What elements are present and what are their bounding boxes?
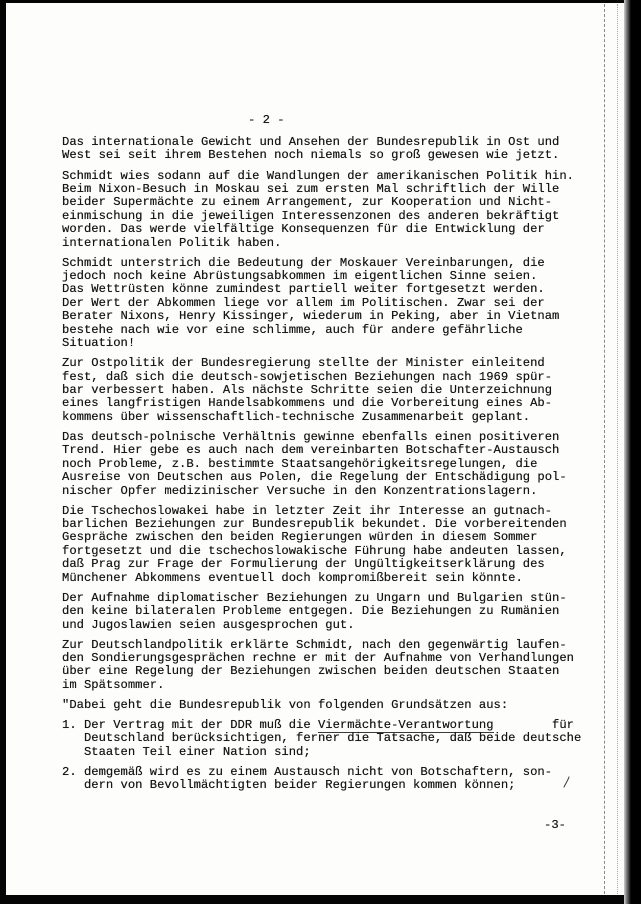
item-number: 2. bbox=[62, 764, 77, 779]
scan-border-bottom bbox=[0, 895, 641, 904]
hand-underlined-term: Viermächte-Verantwortung bbox=[317, 718, 494, 733]
paragraph-ostpolitik: Zur Ostpolitik der Bundesregierung stellte der Minister einleitend fest, daß sich die deutsch-sowjetischen Beziehungen nach 1969 spür- bar verbessert haben. Als nächste Schritte seien die Unterzeichnung eines langfristigen Handelsabkommens und die Vorbereitung eines Ab- kommens über wissenschaftlich-technische Zusammenarbeit geplant. bbox=[62, 356, 553, 424]
scan-border-left bbox=[0, 0, 6, 904]
paragraph-deutschlandpolitik: Zur Deutschlandpolitik erklärte Schmidt, nach den gegenwärtig laufen- den Sondierungsgesprächen rechne er mit der Aufnahme von Verhandlungen über eine Regelung der Beziehungen zwischen beiden deutschen Staaten im Spätsommer. bbox=[62, 637, 574, 692]
item-number: 1. bbox=[62, 718, 77, 733]
paragraph-czechoslovakia: Die Tschechoslowakei habe in letzter Zeit ihr Interesse an gutnach- barlichen Beziehungen zur Bundesrepublik bekundet. Die vorbereitenden Gespräche zwischen den beiden Regierungen würden in diesem Sommer fortgesetzt und die tschechoslowakische Führung habe andeuten lassen, daß Prag zur Frage der Formulierung der Ungültigkeitserklärung des Münchener Abkommens eventuell doch kompromißbereit sein könnte. bbox=[62, 503, 567, 585]
item-text: demgemäß wird es zu einem Austausch nicht von Botschaftern, son- dern von Bevollmächtigten beider Regierungen kommen können; bbox=[83, 764, 553, 793]
item-continuation: Deutschland berücksichtigen, ferner die Tatsache, daß beide deutsche Staaten Teil einer Nation sind; bbox=[83, 731, 582, 759]
principle-item-2 bbox=[62, 766, 594, 793]
paragraph-american-policy: Schmidt wies sodann auf die Wandlungen der amerikanischen Politik hin. Beim Nixon-Besuch in Moskau sei zum ersten Mal schriftlich der Wille beider Supermächte zu einem Arrangement, zur Kooperation und Nicht- einmischung in die jeweiligen Interessenzonen des anderen bekräftigt worden. Das werde vielfältige Konsequenzen für die Entwicklung der internationalen Politik haben. bbox=[62, 168, 574, 250]
scan-fold-line bbox=[604, 4, 605, 894]
paragraph-hungary-bulgaria: Der Aufnahme diplomatischer Beziehungen zu Ungarn und Bulgarien stün- den keine bilateralen Probleme entgegen. Die Beziehungen zu Rumänien und Jugoslawien seien ausgesprochen gut. bbox=[62, 590, 567, 632]
paragraph-poland: Das deutsch-polnische Verhältnis gewinne ebenfalls einen positiveren Trend. Hier gebe es auch nach dem vereinbarten Botschafter-Austausch noch Probleme, z.B. bestimmte Staatsangehörigkeitsregelungen, die Ausreise von Deutschen aus Polen, die Regelung der Entschädigung pol- nischer Opfer medizinischer Versuche in den Konzentrationslagern. bbox=[62, 429, 567, 498]
document-body bbox=[62, 136, 594, 793]
next-page-marker: -3- bbox=[544, 818, 566, 832]
principle-item-1 bbox=[62, 719, 594, 759]
item-text: Der Vertrag mit der DDR muß die bbox=[83, 718, 318, 733]
principles-intro: "Dabei geht die Bundesrepublik von folgenden Grundsätzen aus: bbox=[62, 697, 509, 712]
item-first-line bbox=[84, 719, 594, 732]
page-number: - 2 - bbox=[248, 113, 285, 127]
scan-fold-line bbox=[617, 4, 618, 894]
pencil-mark bbox=[563, 776, 571, 788]
item-text: für bbox=[552, 718, 574, 733]
paragraph-international-standing: Das internationale Gewicht und Ansehen der Bundesrepublik in Ost und West sei seit ihrem Bestehen noch niemals so groß gewesen wie jetzt. bbox=[62, 135, 560, 163]
paragraph-moscow-agreements: Schmidt unterstrich die Bedeutung der Moskauer Vereinbarungen, die jedoch noch keine Abrüstungsabkommen im eigentlichen Sinne seien. Das Wettrüsten könne zumindest partiell weiter fortgesetzt werden. Der Wert der Abkommen liege vor allem im Politischen. Zwar sei der Berater Nixons, Henry Kissinger, wiederum in Peking, aber in Vietnam bestehe nach wie vor eine schlimme, auch für andere gefährliche Situation! bbox=[62, 255, 560, 351]
scan-border-top bbox=[0, 0, 641, 3]
scan-border-right bbox=[624, 0, 641, 904]
